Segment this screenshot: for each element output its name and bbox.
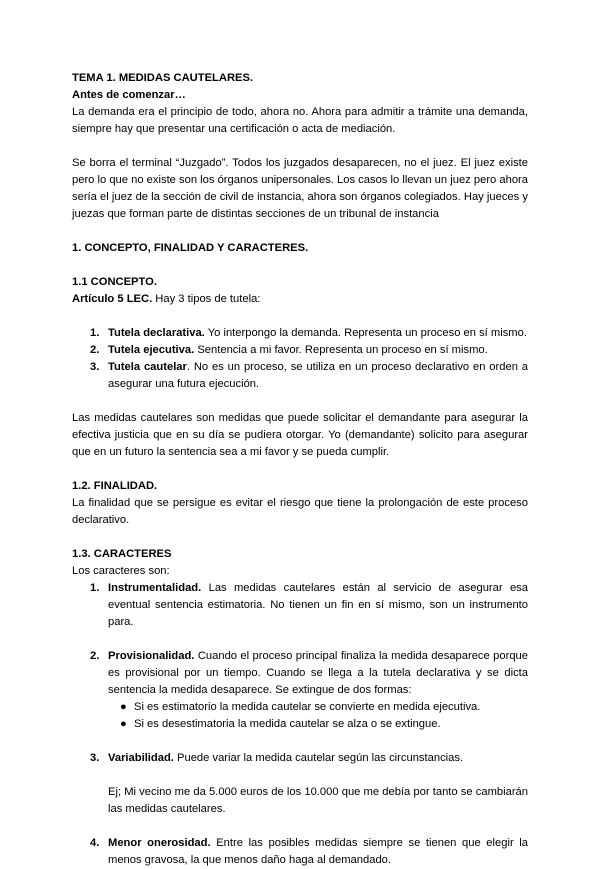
list-number: 2.	[90, 650, 100, 662]
provisionalidad-bullets	[108, 699, 528, 733]
list-item	[72, 750, 528, 767]
list-item	[72, 359, 528, 393]
bullet-item	[108, 699, 528, 716]
document-title: TEMA 1. MEDIDAS CAUTELARES.	[72, 72, 254, 84]
list-item-term: Variabilidad.	[108, 752, 174, 764]
list-item	[72, 648, 528, 733]
list-item-text: Sentencia a mi favor. Representa un proceso en sí mismo.	[194, 344, 488, 356]
list-item-text: . No es un proceso, se utiliza en un proceso declarativo en orden a asegurar una futura ejecución.	[108, 361, 528, 390]
list-number: 3.	[90, 361, 100, 373]
article-text: Hay 3 tipos de tutela:	[152, 293, 261, 305]
list-item	[72, 325, 528, 342]
finalidad-paragraph: La finalidad que se persigue es evitar el riesgo que tiene la prolongación de este proceso declarativo.	[72, 497, 528, 526]
caracteres-list	[72, 648, 528, 733]
list-item	[72, 835, 528, 869]
list-item	[72, 342, 528, 359]
bullet-text: Si es desestimatoria la medida cautelar se alza o se extingue.	[134, 718, 441, 730]
article-ref: Artículo 5 LEC.	[72, 293, 153, 305]
section-1-3-heading: 1.3. CARACTERES	[72, 548, 172, 560]
list-item-term: Instrumentalidad.	[108, 582, 202, 594]
list-item	[72, 580, 528, 631]
bullet-icon: ●	[120, 718, 127, 730]
document-page	[72, 70, 528, 869]
list-item-term: Tutela ejecutiva.	[108, 344, 195, 356]
section-1-2-heading: 1.2. FINALIDAD.	[72, 480, 158, 492]
caracteres-list	[72, 750, 528, 767]
bullet-text: Si es estimatorio la medida cautelar se convierte en medida ejecutiva.	[134, 701, 481, 713]
intro-heading: Antes de comenzar…	[72, 89, 186, 101]
bullet-icon: ●	[120, 701, 127, 713]
list-number: 3.	[90, 752, 100, 764]
list-item-term: Menor onerosidad.	[108, 837, 211, 849]
variabilidad-example: Ej; Mi vecino me da 5.000 euros de los 10.000 que me debía por tanto se cambiarán las medidas cautelares.	[108, 786, 528, 815]
list-item-text: Entre las posibles medidas siempre se tienen que elegir la menos gravosa, la que menos daño haga al demandado.	[108, 837, 529, 866]
list-number: 2.	[90, 344, 100, 356]
list-item-term: Provisionalidad.	[108, 650, 195, 662]
caracteres-list	[72, 580, 528, 631]
article-line	[72, 291, 528, 308]
list-number: 4.	[90, 837, 100, 849]
list-item-text: Yo interpongo la demanda. Representa un proceso en sí mismo.	[204, 327, 527, 339]
list-item-text: Las medidas cautelares están al servicio de asegurar esa eventual sentencia estimatoria. No tienen un fin en sí mismo, son un instrumento para.	[108, 582, 528, 628]
section-1-1-heading: 1.1 CONCEPTO.	[72, 276, 157, 288]
list-item-term: Tutela declarativa.	[108, 327, 205, 339]
intro-paragraph-1: La demanda era el principio de todo, ahora no. Ahora para admitir a trámite una demanda, siempre hay que presentar una certificación o acta de mediación.	[72, 106, 528, 135]
list-number: 1.	[90, 582, 100, 594]
list-item-text: Puede variar la medida cautelar según las circunstancias.	[173, 752, 464, 764]
caracteres-list	[72, 835, 528, 869]
intro-paragraph-2: Se borra el terminal “Juzgado”. Todos los juzgados desaparecen, no el juez. El juez existe pero lo que no existe son los órganos unipersonales. Los casos lo llevan un juez pero ahora sería el juez de la sección de civil de instancia, ahora son órganos colegiados. Hay jueces y juezas que forman parte de distintas secciones de un tribunal de instancia	[72, 157, 528, 220]
section-1-heading: 1. CONCEPTO, FINALIDAD Y CARACTERES.	[72, 242, 309, 254]
bullet-item	[108, 716, 528, 733]
list-item-text: Cuando el proceso principal finaliza la medida desaparece porque es provisional por un tiempo. Cuando se llega a la tutela declarativa y se dicta sentencia la medida desaparece. Se extingue de dos formas:	[108, 650, 528, 696]
caracteres-lead: Los caracteres son:	[72, 565, 170, 577]
list-item-term: Tutela cautelar	[108, 361, 187, 373]
tutela-list	[72, 325, 528, 393]
list-number: 1.	[90, 327, 100, 339]
concepto-paragraph: Las medidas cautelares son medidas que puede solicitar el demandante para asegurar la efectiva justicia que en su día se pudiera otorgar. Yo (demandante) solicito para asegurar que en un futuro la sentencia sea a mi favor y se pueda cumplir.	[72, 412, 528, 458]
